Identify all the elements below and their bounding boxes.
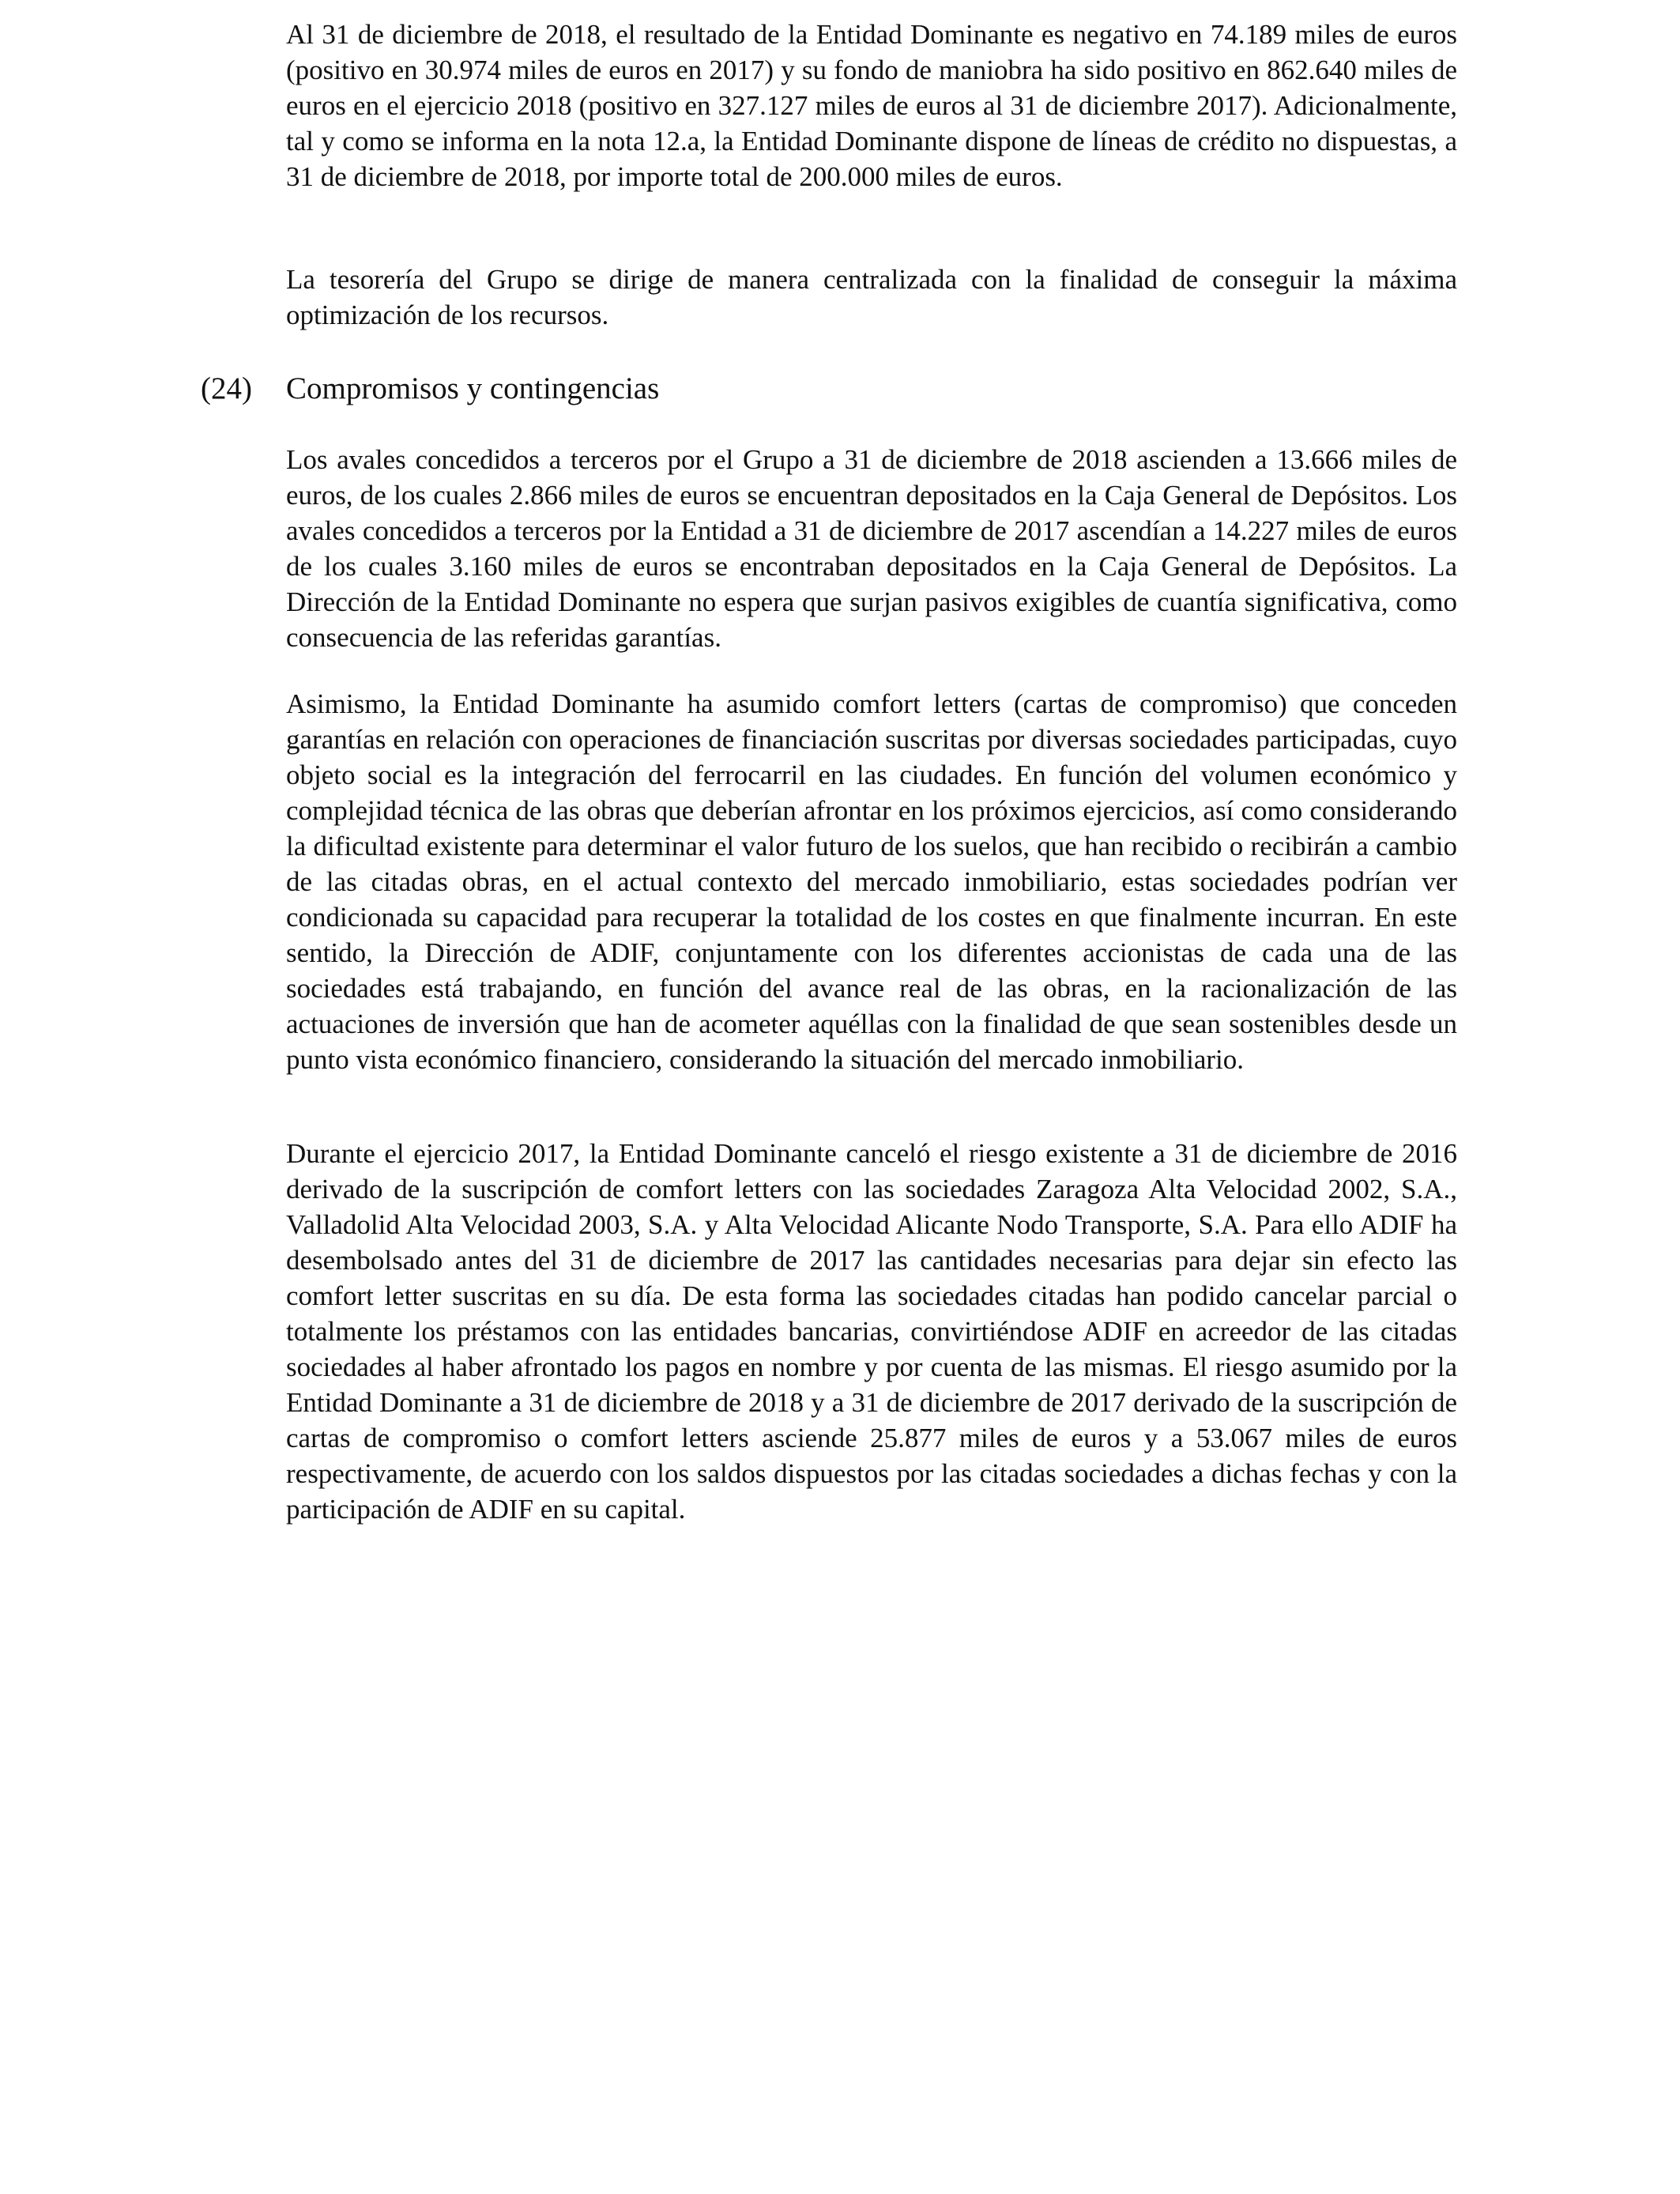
paragraph-working-capital: Al 31 de diciembre de 2018, el resultado de la Entidad Dominante es negativo en 74.189 miles de euros (positivo en 30.974 miles de euros en 2017) y su fondo de maniobra ha sido positivo en 862.640 miles de euros en el ejercicio 2018 (positivo en 327.127 miles de euros al 31 de diciembre 2017). Adicionalmente, tal y como se informa en la nota 12.a, la Entidad Dominante dispone de líneas de crédito no dispuestas, a 31 de diciembre de 2018, por importe total de 200.000 miles de euros. <box>286 19 1457 192</box>
section-title: Compromisos y contingencias <box>286 371 660 405</box>
section-heading <box>201 368 1465 409</box>
paragraph-comfort-letters: Asimismo, la Entidad Dominante ha asumido comfort letters (cartas de compromiso) que conceden garantías en relación con operaciones de financiación suscritas por diversas sociedades participadas, cuyo objeto social es la integración del ferrocarril en las ciudades. En función del volumen económico y complejidad técnica de las obras que deberían afrontar en los próximos ejercicios, así como considerando la dificultad existente para determinar el valor futuro de los suelos, que han recibido o recibirán a cambio de las citadas obras, en el actual contexto del mercado inmobiliario, estas sociedades podrían ver condicionada su capacidad para recuperar la totalidad de los costes en que finalmente incurran. En este sentido, la Dirección de ADIF, conjuntamente con los diferentes accionistas de cada una de las sociedades está trabajando, en función del avance real de las obras, en la racionalización de las actuaciones de inversión que han de acometer aquéllas con la finalidad de que sean sostenibles desde un punto vista económico financiero, considerando la situación del mercado inmobiliario. <box>286 688 1457 1075</box>
paragraph-guarantees: Los avales concedidos a terceros por el Grupo a 31 de diciembre de 2018 ascienden a 13.666 miles de euros, de los cuales 2.866 miles de euros se encuentran depositados en la Caja General de Depósitos. Los avales concedidos a terceros por la Entidad a 31 de diciembre de 2017 ascendían a 14.227 miles de euros de los cuales 3.160 miles de euros se encontraban depositados en la Caja General de Depósitos. La Dirección de la Entidad Dominante no espera que surjan pasivos exigibles de cuantía significativa, como consecuencia de las referidas garantías. <box>286 444 1457 653</box>
paragraph-treasury: La tesorería del Grupo se dirige de manera centralizada con la finalidad de conseguir la máxima optimización de los recursos. <box>286 264 1457 330</box>
section-number: (24) <box>201 371 252 405</box>
paragraph-risk-cancellation: Durante el ejercicio 2017, la Entidad Dominante canceló el riesgo existente a 31 de diciembre de 2016 derivado de la suscripción de comfort letters con las sociedades Zaragoza Alta Velocidad 2002, S.A., Valladolid Alta Velocidad 2003, S.A. y Alta Velocidad Alicante Nodo Transporte, S.A. Para ello ADIF ha desembolsado antes del 31 de diciembre de 2017 las cantidades necesarias para dejar sin efecto las comfort letter suscritas en su día. De esta forma las sociedades citadas han podido cancelar parcial o totalmente los préstamos con las entidades bancarias, convirtiéndose ADIF en acreedor de las citadas sociedades al haber afrontado los pagos en nombre y por cuenta de las mismas. El riesgo asumido por la Entidad Dominante a 31 de diciembre de 2018 y a 31 de diciembre de 2017 derivado de la suscripción de cartas de compromiso o comfort letters asciende 25.877 miles de euros y a 53.067 miles de euros respectivamente, de acuerdo con los saldos dispuestos por las citadas sociedades a dichas fechas y con la participación de ADIF en su capital. <box>286 1138 1457 1525</box>
